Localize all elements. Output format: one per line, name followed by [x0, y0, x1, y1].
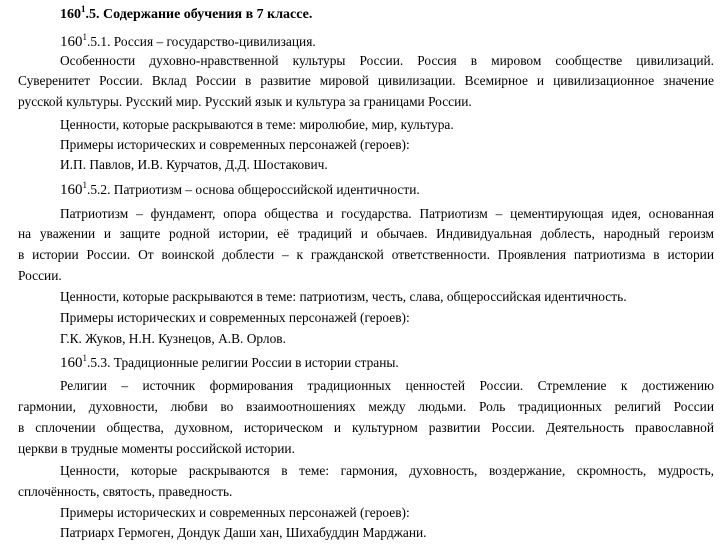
- section-3-title: [60, 354, 714, 372]
- section-3-values: сплочённость, святость, праведность.: [18, 484, 233, 499]
- section-3-superscript: 1: [82, 353, 87, 363]
- section-2-paragraph-line: Патриотизм – фундамент, опора общества и государства. Патриотизм – цементирующая идея, основанная: [60, 206, 714, 221]
- section-2-number: 160: [60, 182, 83, 198]
- section-3-examples: Патриарх Гермоген, Дондук Даши хан, Шихабуддин Марджани.: [60, 525, 427, 540]
- section-1-examples: И.П. Павлов, И.В. Курчатов, Д.Д. Шостакович.: [60, 157, 328, 172]
- section-1-values: Ценности, которые раскрываются в теме: миролюбие, мир, культура.: [60, 117, 454, 132]
- page-heading: [60, 6, 714, 24]
- section-3-values: Ценности, которые раскрываются в теме: гармония, духовность, воздержание, скромность, мудрость,: [60, 463, 714, 478]
- section-1-paragraph-line: Особенности духовно-нравственной культуры России. Россия в мировом сообществе цивилизаций.: [60, 53, 714, 68]
- section-2-paragraph-line: в истории России. От воинской доблести – к гражданской ответственности. Проявления патриотизма в истории: [18, 247, 714, 262]
- section-1-superscript: 1: [82, 32, 87, 42]
- section-1-examples-label: Примеры исторических и современных персонажей (героев):: [60, 137, 410, 152]
- section-3-paragraph-line: в сплочении общества, духовном, историческом и культурном развитии России. Деятельность православной: [18, 420, 714, 435]
- section-2-title: [60, 181, 714, 199]
- section-2-examples-label: Примеры исторических и современных персонажей (героев):: [60, 310, 410, 325]
- section-1-number: 160: [60, 34, 83, 50]
- section-2-values: Ценности, которые раскрываются в теме: патриотизм, честь, слава, общероссийская идентичность.: [60, 289, 627, 304]
- section-2-paragraph-line: на уважении и защите родной истории, её традиций и обычаев. Индивидуальная доблесть, народный героизм: [18, 226, 714, 241]
- heading-superscript: 1: [81, 4, 86, 14]
- section-1-title-text: .5.1. Россия – государство-цивилизация.: [87, 34, 316, 49]
- section-3-paragraph-line: церкви в трудные моменты российской истории.: [18, 441, 295, 456]
- section-2-paragraph-line: России.: [18, 268, 62, 283]
- section-1-paragraph-line: русской культуры. Русский мир. Русский язык и культура за границами России.: [18, 94, 472, 109]
- section-3-title-text: .5.3. Традиционные религии России в истории страны.: [87, 355, 399, 370]
- section-2-title-text: .5.2. Патриотизм – основа общероссийской идентичности.: [87, 182, 420, 197]
- section-3-number: 160: [60, 355, 83, 371]
- section-3-paragraph-line: Религии – источник формирования традиционных ценностей России. Стремление к достижению: [60, 378, 714, 393]
- section-2-examples: Г.К. Жуков, Н.Н. Кузнецов, А.В. Орлов.: [60, 331, 286, 346]
- section-2-superscript: 1: [82, 180, 87, 190]
- section-3-examples-label: Примеры исторических и современных персонажей (героев):: [60, 505, 410, 520]
- section-1-title: [60, 33, 714, 51]
- section-3-paragraph-line: гармонии, духовности, любви во взаимоотношениях между людьми. Роль традиционных религий России: [18, 399, 714, 414]
- heading-number: 160: [60, 7, 81, 22]
- section-1-paragraph-line: Суверенитет России. Вклад России в развитие мировой цивилизации. Всемирное и цивилизационное значение: [18, 73, 714, 88]
- heading-text: .5. Содержание обучения в 7 классе.: [85, 7, 313, 22]
